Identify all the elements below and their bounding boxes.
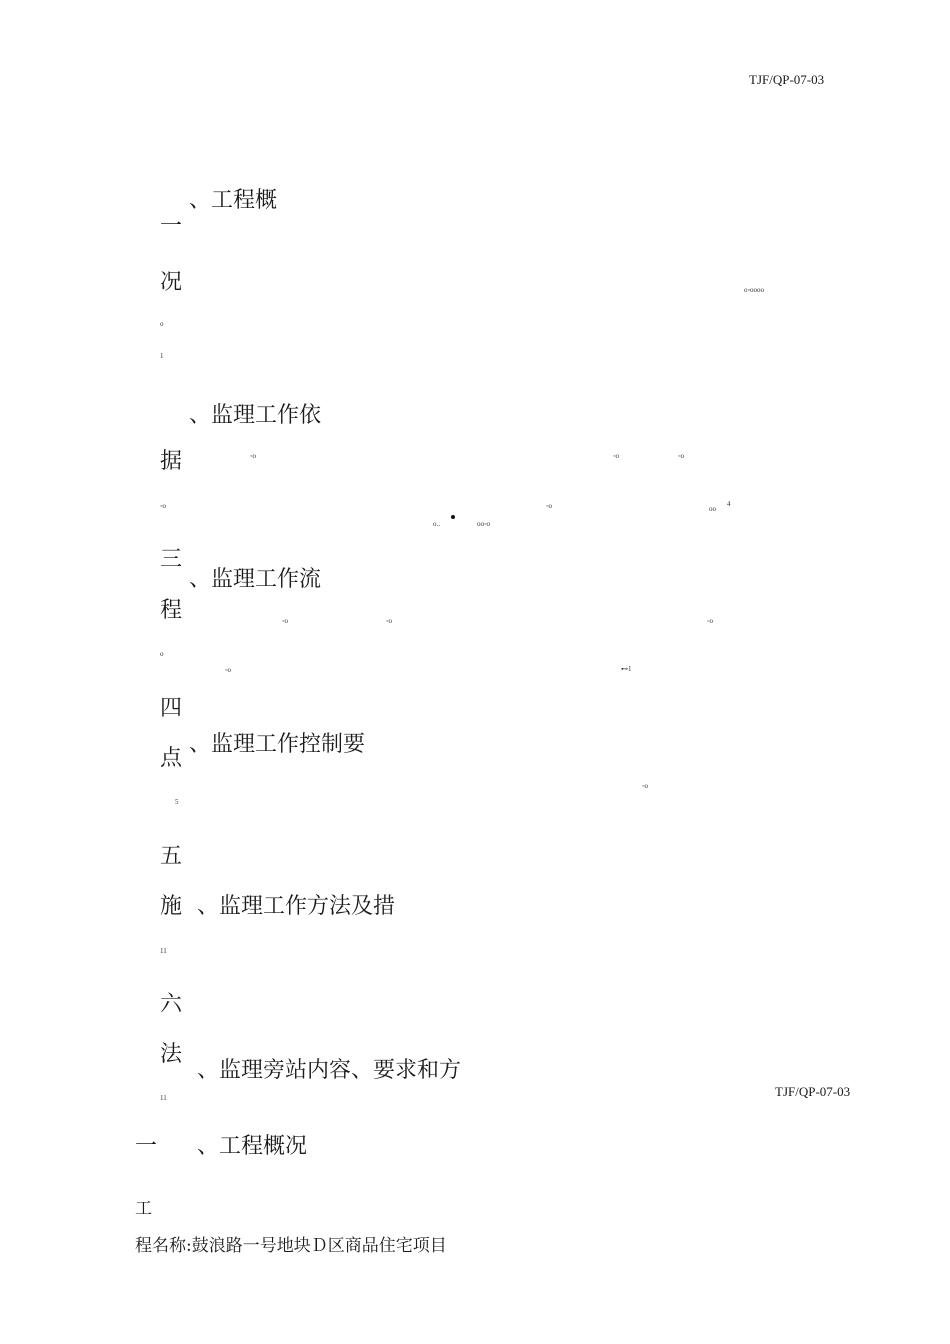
toc-title-2[interactable]: 、监理工作依 [189,403,322,428]
page-ref-artifact: 5 [175,798,179,806]
section-heading: 、工程概况 [197,1134,308,1159]
toc-number-3: 三 [160,547,183,572]
page-ref-artifact: ◦o [250,452,256,460]
toc-number-6: 六 [160,992,183,1017]
page-ref-artifact: oo [709,505,716,513]
toc-title-1[interactable]: 、工程概 [189,188,278,213]
toc-number-4: 四 [160,696,183,721]
page-ref-artifact: ◦o [225,666,231,674]
toc-tail-6: 法 [160,1042,183,1067]
page-ref-artifact: o.. [433,520,440,528]
page-ref-artifact: ◦o [613,452,619,460]
page-ref-artifact: oo◦o [477,520,490,528]
toc-tail-4: 点 [160,746,183,771]
page-ref-artifact: 1 [160,352,164,360]
page-ref-artifact: ◦o [282,617,288,625]
page-ref-artifact: o [160,320,164,328]
document-code: TJF/QP-07-03 [775,1084,851,1099]
page-ref-artifact: o [160,650,164,658]
page-ref-artifact: ⊷1 [621,665,632,673]
page-ref-artifact: ◦o [546,502,552,510]
page-ref-1: o◦oooo [744,286,764,294]
page-ref-artifact: 11 [160,1094,167,1102]
page-ref-artifact: 4 [727,500,731,508]
toc-title-4[interactable]: 、监理工作控制要 [189,732,366,757]
page-ref-artifact: ◦o [707,617,713,625]
page-ref-artifact: ◦o [160,502,166,510]
project-name-line: 程名称:鼓浪路一号地块Ｄ区商品住宅项目 [135,1236,447,1256]
toc-tail-5: 施 [160,894,183,919]
page-ref-artifact: 11 [160,947,167,955]
page-ref-artifact: ◦o [386,617,392,625]
document-code: TJF/QP-07-03 [749,72,825,87]
section-number: 一 [135,1134,158,1159]
toc-tail-1: 况 [160,270,183,295]
toc-title-5[interactable]: 、监理工作方法及措 [197,894,396,919]
toc-tail-3: 程 [160,598,183,623]
toc-number-1: 一 [160,214,183,239]
toc-title-3[interactable]: 、监理工作流 [189,567,322,592]
body-line: 工 [135,1199,152,1219]
page-ref-artifact: ◦o [642,782,648,790]
bullet-dot [451,515,455,519]
page-ref-artifact: ◦o [678,452,684,460]
toc-tail-2: 据 [160,449,183,474]
toc-title-6[interactable]: 、监理旁站内容、要求和方 [197,1058,462,1083]
toc-number-5: 五 [160,844,183,869]
